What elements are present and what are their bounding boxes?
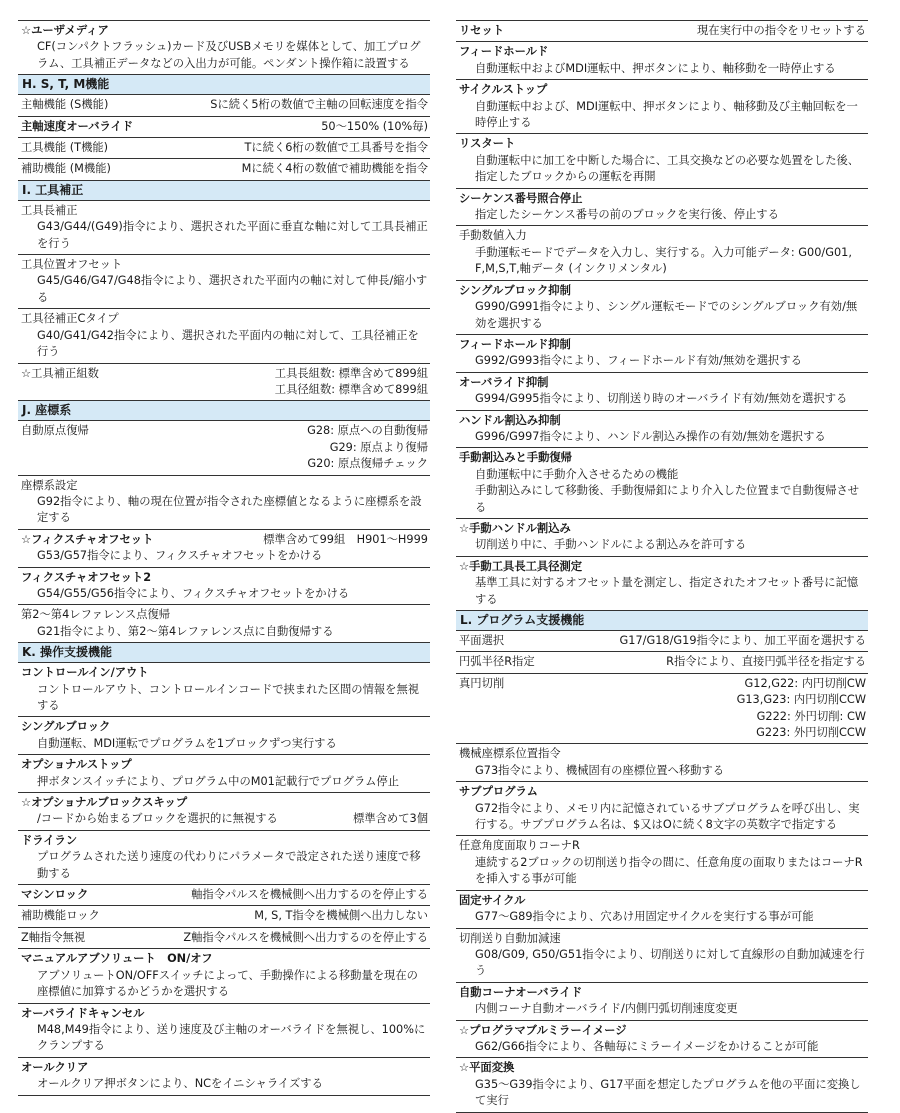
- entry-aux-lock: 補助機能ロック M, S, T指令を機械側へ出力しない: [18, 906, 430, 927]
- entry-manual-tool-measure: ☆手動工具長工具径測定 基準工具に対するオフセット量を測定し、指定されたオフセット番号に記憶する: [456, 557, 868, 611]
- entry-reference-return: 第2〜第4レファレンス点復帰 G21指令により、第2〜第4レファレンス点に自動復帰する: [18, 605, 430, 643]
- entry-z-axis-ignore: Z軸指令無視 Z軸指令パルスを機械側へ出力するのを停止する: [18, 928, 430, 949]
- entry-canned-cycle: 固定サイクル G77〜G89指令により、穴あけ用固定サイクルを実行する事が可能: [456, 891, 868, 929]
- entry-manual-interrupt-return: 手動割込みと手動復帰 自動運転中に手動介入させるための機能 手動割込みにして移動後、手動復帰釦により介入した位置まで自動復帰させる: [456, 448, 868, 519]
- section-header-hstm: H. S, T, M機能: [18, 75, 430, 95]
- left-column: [18, 20, 430, 1096]
- entry-plane-select: 平面選択 G17/G18/G19指令により、加工平面を選択する: [456, 631, 868, 652]
- entry-auto-accel-decel: 切削送り自動加減速 G08/G09, G50/G51指令により、切削送りに対して直線形の自動加減速を行う: [456, 929, 868, 983]
- entry-all-clear: オールクリア オールクリア押ボタンにより、NCをイニシャライズする: [18, 1058, 430, 1096]
- entry-optional-block-skip: ☆オプショナルブロックスキップ /コードから始まるブロックを選択的に無視する 標準含めて3個: [18, 793, 430, 831]
- entry-circle-cutting: 真円切削 G12,G22: 内円切削CW G13,G23: 内円切削CCW G222: 外円切削: CW G223: 外円切削CCW: [456, 674, 868, 745]
- entry-manual-data-input: 手動数値入力 手動運転モードでデータを入力し、実行する。入力可能データ: G00/G01, F,M,S,T,軸データ (インクリメンタル): [456, 226, 868, 280]
- entry-single-block: シングルブロック 自動運転、MDI運転でプログラムを1ブロックずつ実行する: [18, 717, 430, 755]
- section-header-tool-comp: I. 工具補正: [18, 181, 430, 201]
- entry-tool-radius-comp: 工具径補正Cタイプ G40/G41/G42指令により、選択された平面内の軸に対して、工具径補正を行う: [18, 309, 430, 363]
- entry-machine-lock: マシンロック 軸指令パルスを機械側へ出力するのを停止する: [18, 885, 430, 906]
- entry-tool-position-offset: 工具位置オフセット G45/G46/G47/G48指令により、選択された平面内の軸に対して伸長/縮小する: [18, 255, 430, 309]
- entry-fixture-offset: ☆フィクスチャオフセット 標準含めて99組 H901〜H999 G53/G57指令により、フィクスチャオフセットをかける: [18, 530, 430, 568]
- entry-desc: CF(コンパクトフラッシュ)カード及びUSBメモリを媒体として、加工プログラム、工具補正データなどの入出力が可能。ペンダント操作箱に設置する: [37, 40, 421, 70]
- entry-tool-comp-sets: ☆工具補正組数 工具長組数: 標準含めて899組 工具径組数: 標準含めて899組: [18, 364, 430, 402]
- entry-tool-length-comp: 工具長補正 G43/G44/(G49)指令により、選択された平面に垂直な軸に対して工具長補正を行う: [18, 201, 430, 255]
- entry-auto-home-return: 自動原点復帰 G28: 原点への自動復帰 G29: 原点より復帰 G20: 原点復帰チェック: [18, 421, 430, 475]
- entry-control-in-out: コントロールイン/アウト コントロールアウト、コントロールインコードで挟まれた区間の情報を無視する: [18, 663, 430, 717]
- entry-chamfer-corner-r: 任意角度面取りコーナR 連続する2ブロックの切削送り指令の間に、任意角度の面取りまたはコーナRを挿入する事が可能: [456, 836, 868, 890]
- entry-manual-handle-interrupt: ☆手動ハンドル割込み 切削送り中に、手動ハンドルによる割込みを許可する: [456, 519, 868, 557]
- entry-name: ☆ユーザメディア: [21, 24, 109, 37]
- entry-machine-coord-command: 機械座標系位置指令 G73指令により、機械固有の座標位置へ移動する: [456, 744, 868, 782]
- entry-optional-stop: オプショナルストップ 押ボタンスイッチにより、プログラム中のM01記載行でプログラム停止: [18, 755, 430, 793]
- entry-feed-hold: フィードホールド 自動運転中およびMDI運転中、押ボタンにより、軸移動を一時停止する: [456, 42, 868, 80]
- entry-arc-radius: 円弧半径R指定 R指令により、直接円弧半径を指定する: [456, 652, 868, 673]
- section-header-program-support: L. プログラム支援機能: [456, 611, 868, 631]
- entry-programmable-mirror: ☆プログラマブルミラーイメージ G62/G66指令により、各軸毎にミラーイメージをかけることが可能: [456, 1021, 868, 1059]
- entry-cycle-stop: サイクルストップ 自動運転中および、MDI運転中、押ボタンにより、軸移動及び主軸回転を一時停止する: [456, 80, 868, 134]
- entry-aux-function: 補助機能 (M機能) Mに続く4桁の数値で補助機能を指令: [18, 159, 430, 180]
- entry-tool-function: 工具機能 (T機能) Tに続く6桁の数値で工具番号を指令: [18, 138, 430, 159]
- entry-spindle-override: 主軸速度オーバライド 50〜150% (10%毎): [18, 117, 430, 138]
- entry-feed-hold-suppress: フィードホールド抑制 G992/G993指令により、フィードホールド有効/無効を選択する: [456, 335, 868, 373]
- entry-spindle-function: 主軸機能 (S機能) Sに続く5桁の数値で主軸の回転速度を指令: [18, 95, 430, 116]
- entry-single-block-suppress: シングルブロック抑制 G990/G991指令により、シングル運転モードでのシングルブロック有効/無効を選択する: [456, 281, 868, 335]
- entry-user-media: [18, 21, 430, 75]
- right-column: [456, 20, 868, 1113]
- section-header-coordinates: J. 座標系: [18, 401, 430, 421]
- section-header-operation-support: K. 操作支援機能: [18, 643, 430, 663]
- entry-dry-run: ドライラン プログラムされた送り速度の代わりにパラメータで設定された送り速度で移動する: [18, 831, 430, 885]
- entry-coord-system-setting: 座標系設定 G92指令により、軸の現在位置が指令された座標値となるように座標系を設定する: [18, 476, 430, 530]
- entry-manual-absolute: マニュアルアブソリュート ON/オフ アブソリュートON/OFFスイッチによって、手動操作による移動量を現在の座標値に加算するかどうかを選択する: [18, 949, 430, 1003]
- entry-handle-interrupt-suppress: ハンドル割込み抑制 G996/G997指令により、ハンドル割込み操作の有効/無効を選択する: [456, 411, 868, 449]
- entry-fixture-offset-2: フィクスチャオフセット2 G54/G55/G56指令により、フィクスチャオフセットをかける: [18, 568, 430, 606]
- entry-override-cancel: オーバライドキャンセル M48,M49指令により、送り速度及び主軸のオーバライドを無視し、100%にクランプする: [18, 1004, 430, 1058]
- entry-plane-conversion: ☆平面変換 G35〜G39指令により、G17平面を想定したプログラムを他の平面に変換して実行: [456, 1058, 868, 1112]
- entry-override-suppress: オーバライド抑制 G994/G995指令により、切削送り時のオーバライド有効/無効を選択する: [456, 373, 868, 411]
- entry-auto-corner-override: 自動コーナオーバライド 内側コーナ自動オーバライド/内側円弧切削速度変更: [456, 983, 868, 1021]
- entry-subprogram: サブプログラム G72指令により、メモリ内に記憶されているサブプログラムを呼び出し、実行する。サブプログラム名は、$又はOに続く8文字の英数字で指定する: [456, 782, 868, 836]
- entry-sequence-stop: シーケンス番号照合停止 指定したシーケンス番号の前のブロックを実行後、停止する: [456, 189, 868, 227]
- entry-reset: リセット 現在実行中の指令をリセットする: [456, 21, 868, 42]
- entry-restart: リスタート 自動運転中に加工を中断した場合に、工具交換などの必要な処置をした後、指定したブロックからの運転を再開: [456, 134, 868, 188]
